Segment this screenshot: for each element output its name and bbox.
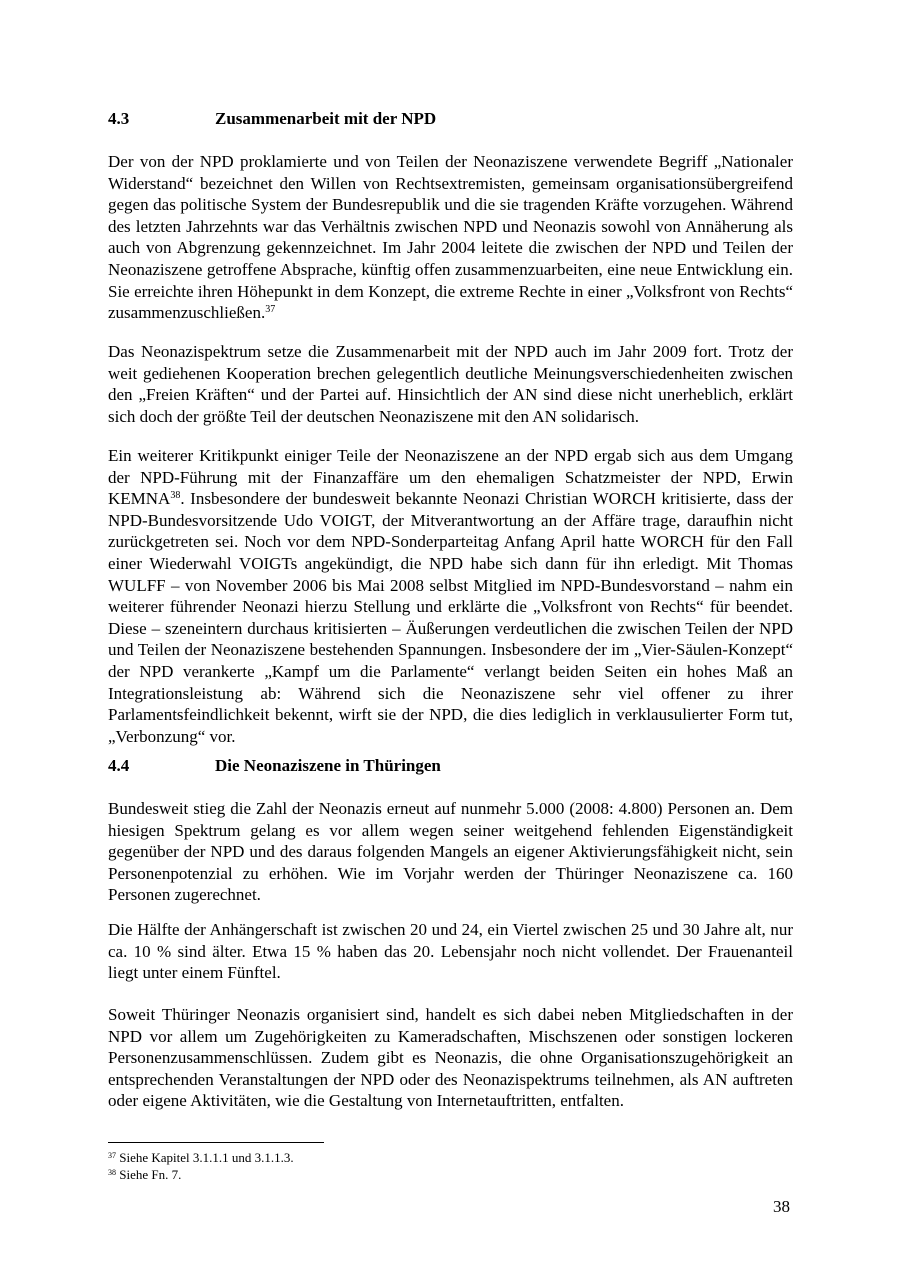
- footnote-ref-37[interactable]: 37: [265, 304, 276, 316]
- footnote-text: Siehe Fn. 7.: [116, 1167, 182, 1182]
- paragraph-5: Die Hälfte der Anhängerschaft ist zwischen 20 und 24, ein Viertel zwischen 25 und 30 Jahre alt, nur ca. 10 % sind älter. Etwa 15 % haben das 20. Lebensjahr noch nicht vollendet. Der Frauenanteil liegt unter einem Fünftel.: [108, 920, 793, 983]
- footnote-mark: 37: [108, 1151, 116, 1160]
- section-heading-4-3: [108, 108, 436, 130]
- footnote-37: [108, 1150, 294, 1166]
- paragraph-4: Bundesweit stieg die Zahl der Neonazis erneut auf nunmehr 5.000 (2008: 4.800) Personen an. Dem hiesigen Spektrum gelang es vor allem wegen seiner weitgehend fehlenden Eigenständigkeit gegenüber der NPD und des daraus folgenden Mangels an eigener Aktivierungsfähigkeit nicht, sein Personenpotenzial zu erhöhen. Wie im Vorjahr werden der Thüringer Neonaziszene ca. 160 Personen zugerechnet.: [108, 799, 793, 905]
- paragraph-3: [108, 445, 793, 747]
- section-number: 4.4: [108, 756, 130, 775]
- paragraph-text: . Insbesondere der bundesweit bekannte Neonazi Christian WORCH kritisierte, dass der NPD-Bundesvorsitzende Udo VOIGT, der Mitverantwortung an der Affäre trage, daraufhin nicht zurückgetreten sei. Noch vor dem NPD-Sonderparteitag Anfang April hatte WORCH für den Fall einer Wiederwahl VOIGTs angekündigt, die NPD habe sich dann für ihn erledigt. Mit Thomas WULFF – von November 2006 bis Mai 2008 selbst Mitglied im NPD-Bundesvorstand – nahm ein weiterer führender Neonazi hierzu Stellung und erklärte die „Volksfront von Rechts“ für beendet. Diese – szeneintern durchaus kritisierten – Äußerungen verdeutlichen die zwischen Teilen der NPD und Teilen der Neonaziszene bestehenden Spannungen. Insbesondere der im „Vier-Säulen-Konzept“ der NPD verankerte „Kampf um die Parlamente“ verlangt beiden Seiten ein hohes Maß an Integrationsleistung ab: Während sich die Neonaziszene sehr viel offener zu ihrer Parlamentsfeindlichkeit bekennt, wirft sie der NPD, die dies lediglich in verklausulierter Form tut, „Verbonzung“ vor.: [108, 489, 793, 746]
- section-title: Zusammenarbeit mit der NPD: [215, 109, 437, 128]
- footnote-text: Siehe Kapitel 3.1.1.1 und 3.1.1.3.: [116, 1150, 294, 1165]
- paragraph-text: Der von der NPD proklamierte und von Teilen der Neonaziszene verwendete Begriff „Nationaler Widerstand“ bezeichnet den Willen von Rechtsextremisten, gemeinsam organisationsübergreifend gegen das politische System der Bundesrepublik und die sie tragenden Kräfte vorzugehen. Während des letzten Jahrzehnts war das Verhältnis zwischen NPD und Neonazis sowohl von Annäherung als auch von Abgrenzung gekennzeichnet. Im Jahr 2004 leitete die zwischen der NPD und Teilen der Neonaziszene getroffene Absprache, künftig offen zusammenzuarbeiten, eine neue Entwicklung ein. Sie erreichte ihren Höhepunkt in dem Konzept, die extreme Rechte in einer „Volksfront von Rechts“ zusammenzuschließen.: [108, 152, 793, 323]
- paragraph-text: Ein weiterer Kritikpunkt einiger Teile der Neonaziszene an der NPD ergab sich aus dem Umgang der NPD-Führung mit der Finanzaffäre um den ehemaligen Schatzmeister der NPD, Erwin KEMNA: [108, 446, 793, 509]
- paragraph-2: Das Neonazispektrum setze die Zusammenarbeit mit der NPD auch im Jahr 2009 fort. Trotz der weit gediehenen Kooperation brechen gelegentlich deutliche Meinungsverschiedenheiten zwischen den „Freien Kräften“ und der Partei auf. Hinsichtlich der AN sind diese nicht unerheblich, erklärt sich doch der größte Teil der deutschen Neonaziszene mit den AN solidarisch.: [108, 342, 793, 426]
- section-number: 4.3: [108, 109, 130, 128]
- footnote-divider: [108, 1142, 324, 1143]
- paragraph-1: [108, 151, 793, 324]
- section-title: Die Neonaziszene in Thüringen: [215, 756, 441, 775]
- footnote-mark: 38: [108, 1168, 116, 1177]
- footnote-ref-38[interactable]: 38: [170, 490, 181, 502]
- page-number: 38: [773, 1197, 790, 1216]
- paragraph-6: Soweit Thüringer Neonazis organisiert sind, handelt es sich dabei neben Mitgliedschaften in der NPD vor allem um Zugehörigkeiten zu Kameradschaften, Mischszenen oder sonstigen lockeren Personenzusammenschlüssen. Zudem gibt es Neonazis, die ohne Organisationszugehörigkeit an entsprechenden Veranstaltungen der NPD oder des Neonazispektrums teilnehmen, als AN auftreten oder eigene Aktivitäten, wie die Gestaltung von Internetauftritten, entfalten.: [108, 1005, 793, 1111]
- footnote-38: [108, 1167, 181, 1183]
- section-heading-4-4: [108, 755, 441, 777]
